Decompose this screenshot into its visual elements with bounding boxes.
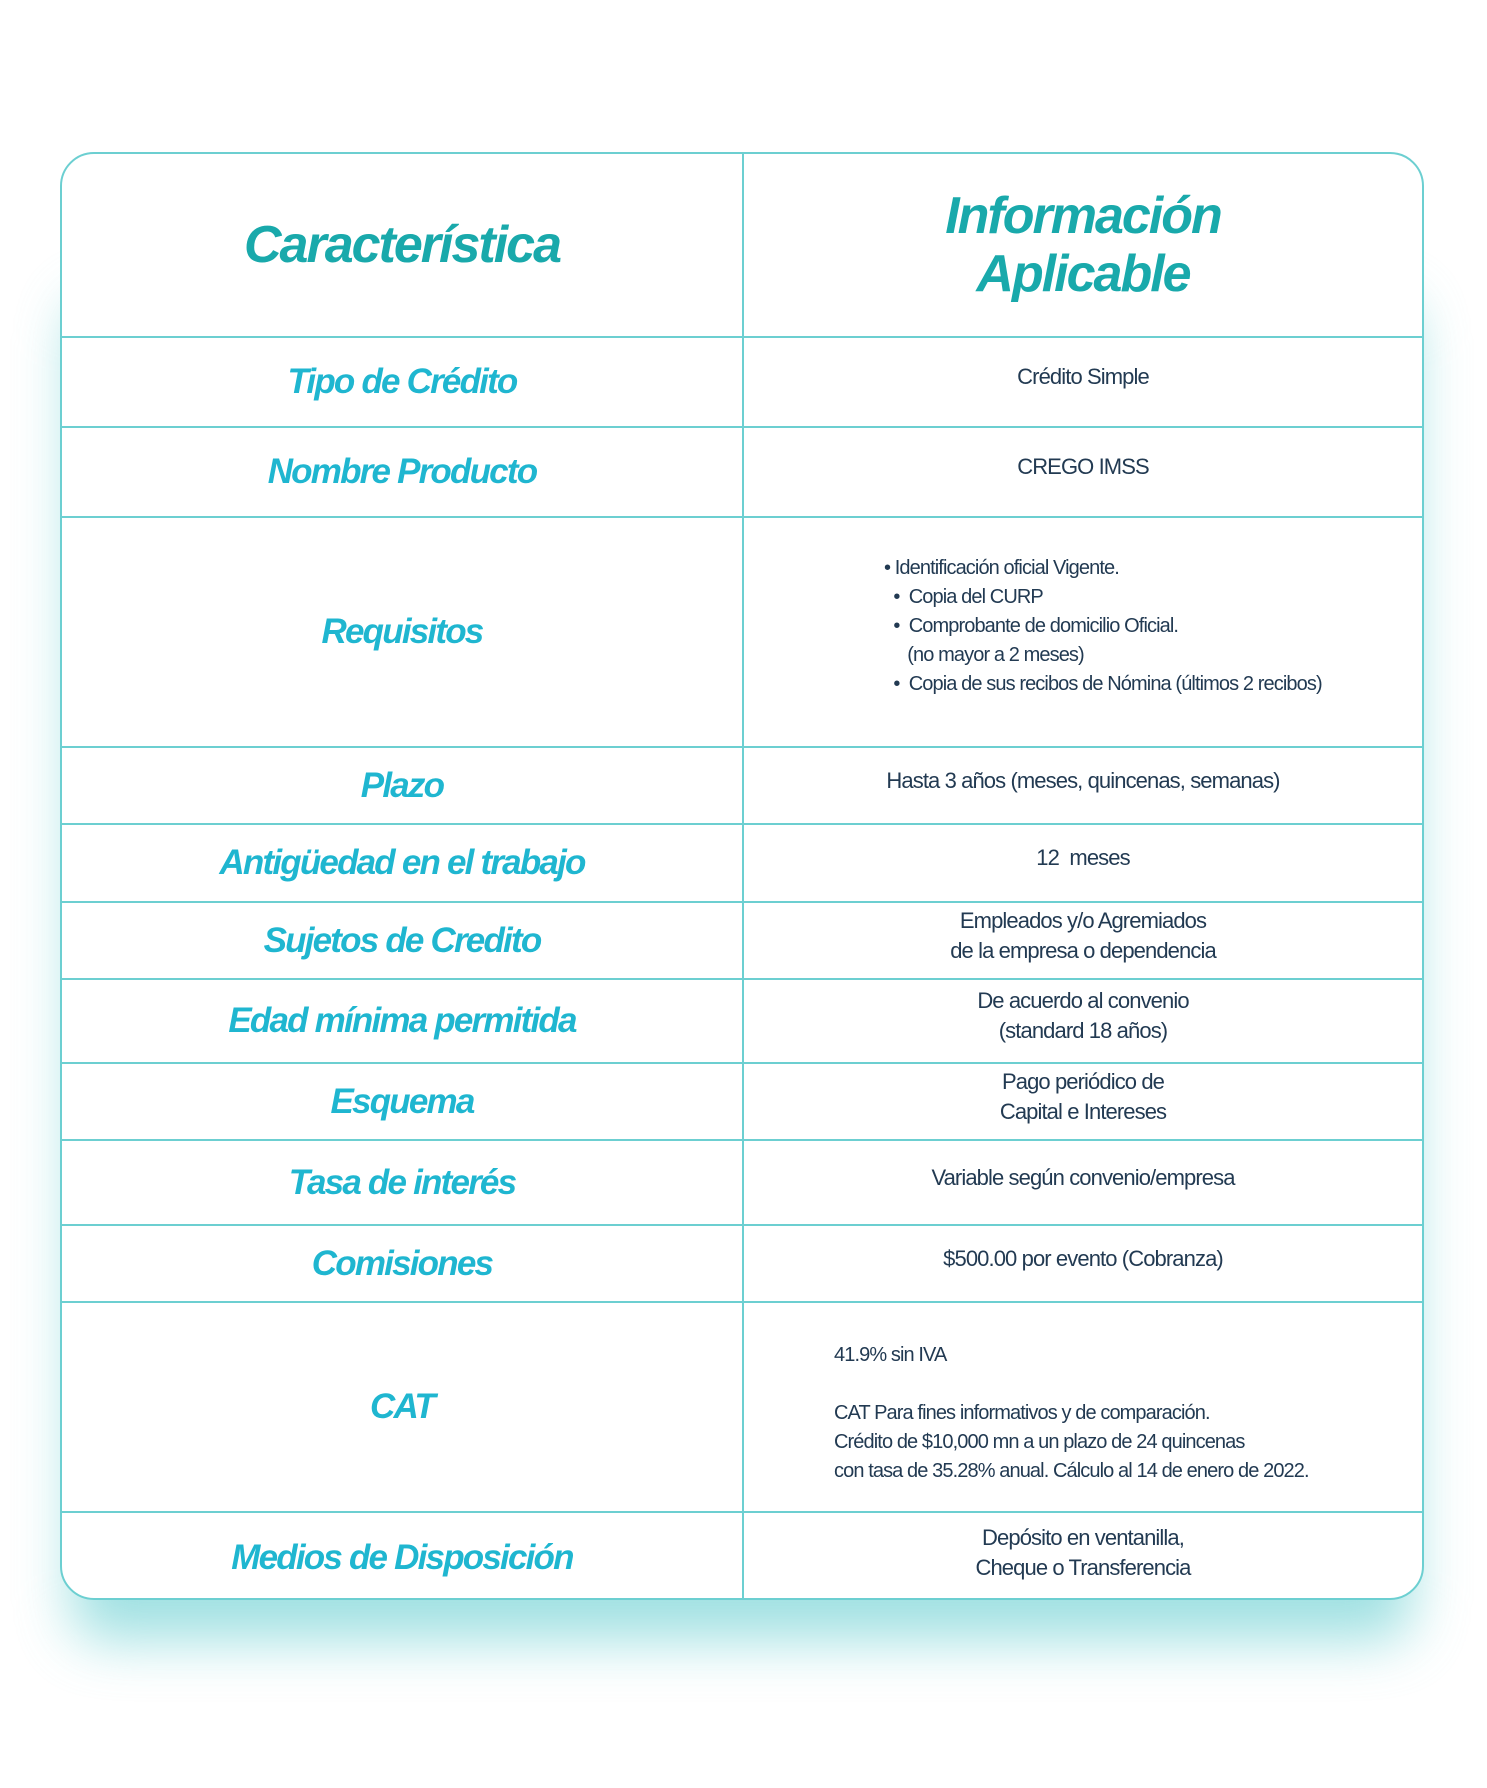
table-row — [62, 516, 1422, 746]
row-value: Crédito Simple — [1017, 364, 1149, 389]
table-row — [62, 978, 1422, 1062]
list-item: • Identificación oficial Vigente. — [884, 557, 1119, 579]
table-row — [62, 1301, 1422, 1511]
row-value-cat: 41.9% sin IVA CAT Para fines informativos y de comparación. Crédito de $10,000 mn a un plazo de 24 quincenas con tasa de 35.28% anual. Cálculo al 14 de enero de 2022. — [834, 1344, 1309, 1482]
row-label: Tasa de interés — [288, 1162, 516, 1202]
list-item: • Copia del CURP — [884, 586, 1043, 608]
header-applicable-line2: Aplicable — [976, 245, 1190, 303]
row-label: Requisitos — [321, 612, 483, 651]
header-applicable-line1: Información — [945, 187, 1221, 245]
row-value: Empleados y/o Agremiados de la empresa o dependencia — [950, 907, 1216, 963]
list-item: • Comprobante de domicilio Oficial. — [884, 615, 1179, 637]
table-row — [62, 746, 1422, 823]
row-label: CAT — [370, 1387, 434, 1426]
table-row — [62, 1224, 1422, 1301]
row-value: 12 meses — [1036, 845, 1130, 870]
row-label: Antigüedad en el trabajo — [219, 843, 585, 882]
table-row — [62, 1062, 1422, 1139]
row-label: Comisiones — [311, 1243, 493, 1283]
requirements-list — [884, 554, 1322, 699]
table-row — [62, 901, 1422, 978]
table-row — [62, 823, 1422, 901]
row-value: Depósito en ventanilla, Cheque o Transferencia — [975, 1524, 1191, 1580]
row-label: Edad mínima permitida — [228, 1001, 576, 1040]
credit-info-table — [60, 152, 1424, 1600]
header-cell-left — [62, 154, 744, 336]
list-item: (no mayor a 2 meses) — [884, 644, 1084, 666]
header-cell-right — [744, 154, 1422, 336]
table-row — [62, 1139, 1422, 1224]
list-item: • Copia de sus recibos de Nómina (últimos 2 recibos) — [884, 673, 1322, 695]
row-label: Sujetos de Credito — [263, 920, 541, 960]
table-row — [62, 426, 1422, 516]
header-applicable-info — [945, 187, 1221, 303]
row-label: Nombre Producto — [267, 452, 537, 491]
table-header-row — [62, 154, 1422, 336]
table-row — [62, 1511, 1422, 1600]
row-value: $500.00 por evento (Cobranza) — [943, 1245, 1223, 1271]
row-label: Plazo — [360, 765, 444, 805]
row-label: Tipo de Crédito — [287, 362, 517, 401]
row-label: Esquema — [330, 1081, 474, 1121]
row-value: Variable según convenio/empresa — [931, 1164, 1235, 1190]
row-label: Medios de Disposición — [231, 1537, 573, 1577]
row-value: Pago periódico de Capital e Intereses — [999, 1068, 1167, 1124]
row-value: Hasta 3 años (meses, quincenas, semanas) — [886, 767, 1280, 793]
row-value: De acuerdo al convenio (standard 18 años) — [977, 988, 1189, 1043]
row-value: CREGO IMSS — [1017, 454, 1149, 479]
table-row — [62, 336, 1422, 426]
header-characteristic: Característica — [244, 216, 560, 274]
